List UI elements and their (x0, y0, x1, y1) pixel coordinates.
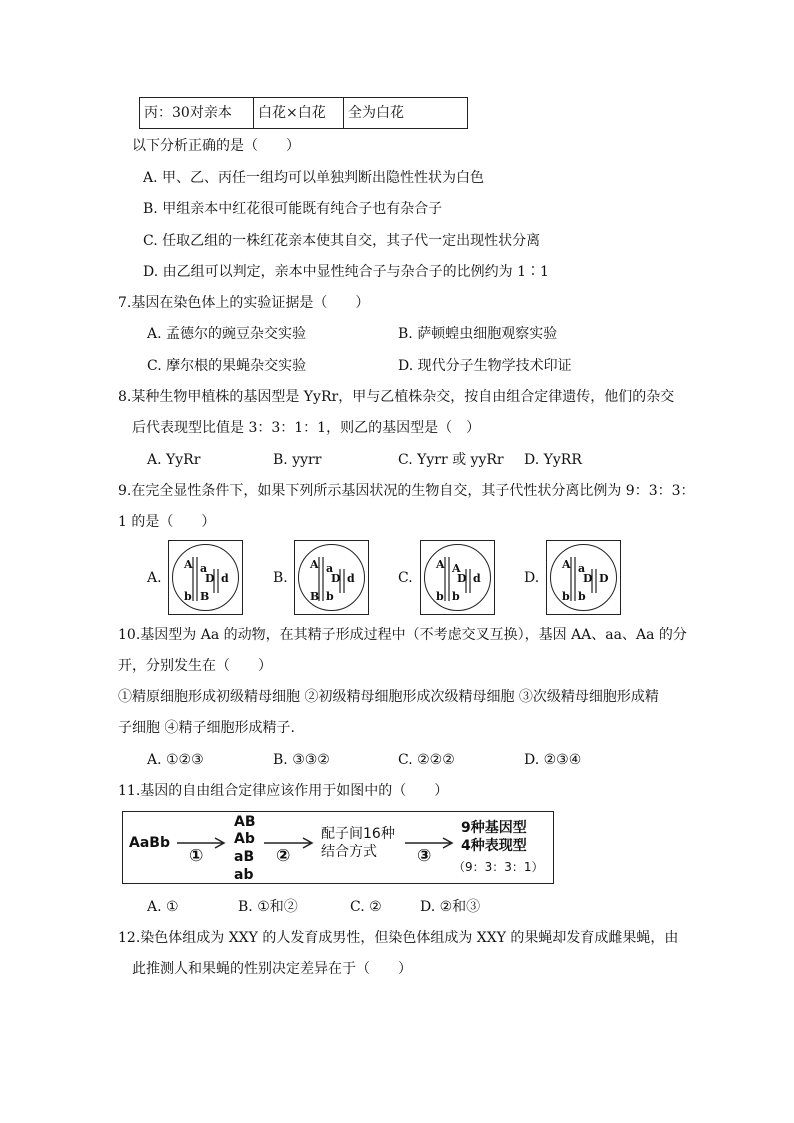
allele-br: B (200, 590, 210, 603)
q7-stem: 7.基因在染色体上的实验证据是（ ） (118, 295, 370, 311)
flow-gamete-4: ab (234, 867, 254, 883)
q9-cell-figure-a (168, 540, 243, 615)
q11-option-d: D. ②和③ (420, 899, 481, 915)
q10-stem-line4: 子细胞 ④精子细胞形成精子. (118, 720, 295, 736)
table-cell-group: 丙：30对亲本 (139, 97, 254, 129)
q10-option-c: C. ②②② (398, 752, 455, 768)
allele-tl: A (310, 558, 319, 571)
q9-option-label-a: A. (147, 570, 162, 586)
q11-stem: 11.基因的自由组合定律应该作用于如图中的（ ） (118, 783, 449, 799)
allele-tl: A (436, 558, 445, 571)
allele-tr: A (452, 562, 461, 575)
q8-stem-line2: 后代表现型比值是 3：3：1：1，则乙的基因型是（ ） (132, 420, 481, 436)
q7-option-d: D. 现代分子生物学技术印证 (398, 358, 572, 374)
allele-ml: D (583, 572, 593, 585)
allele-br: b (452, 590, 460, 603)
allele-tr: a (578, 562, 586, 575)
allele-br: b (578, 590, 586, 603)
q10-option-a: A. ①②③ (147, 752, 204, 768)
flow-out-line1: 9种基因型 (461, 820, 527, 836)
flow-step-2: ② (276, 846, 291, 866)
flow-parent-genotype: AaBb (129, 835, 170, 851)
q11-option-a: A. ① (147, 899, 179, 915)
allele-bl: b (184, 590, 192, 603)
q11-option-c: C. ② (350, 899, 382, 915)
q6-option-a: A. 甲、乙、丙任一组均可以单独判断出隐性性状为白色 (143, 170, 485, 186)
allele-bl: B (310, 590, 320, 603)
q9-option-label-b: B. (273, 570, 288, 586)
q9-option-label-d: D. (524, 570, 540, 586)
flow-mid-line1: 配子间16种 (321, 826, 395, 842)
q6-stem: 以下分析正确的是（ ） (132, 138, 300, 154)
q6-option-b: B. 甲组亲本中红花很可能既有纯合子也有杂合子 (143, 201, 443, 217)
allele-mr: d (473, 572, 481, 585)
allele-ml: D (457, 572, 467, 585)
q11-flow-diagram (122, 811, 554, 884)
q8-option-c: C. Yyrr 或 yyRr (398, 452, 504, 468)
q8-option-a: A. YyRr (147, 452, 201, 468)
allele-tr: a (200, 562, 208, 575)
flow-mid-line2: 结合方式 (321, 844, 377, 860)
q10-option-b: B. ③③② (273, 752, 330, 768)
table-cell-cross: 白花×白花 (254, 97, 344, 129)
allele-tl: A (562, 558, 571, 571)
q10-stem-line3: ①精原细胞形成初级精母细胞 ②初级精母细胞形成次级精母细胞 ③次级精母细胞形成精 (118, 689, 659, 705)
allele-tl: A (184, 558, 193, 571)
q10-stem-line1: 10.基因型为 Aa 的动物，在其精子形成过程中（不考虑交叉互换），基因 AA、aa、Aa 的分 (118, 627, 687, 643)
q7-option-a: A. 孟德尔的豌豆杂交实验 (147, 326, 307, 342)
flow-gamete-2: Ab (234, 831, 255, 847)
flow-gamete-1: AB (234, 814, 256, 830)
flow-out-line2: 4种表现型 (461, 838, 527, 854)
q11-option-b: B. ①和② (238, 899, 298, 915)
allele-bl: b (562, 590, 570, 603)
allele-tr: a (326, 562, 334, 575)
allele-ml: D (331, 572, 341, 585)
q10-option-d: D. ②③④ (524, 752, 582, 768)
q7-option-c: C. 摩尔根的果蝇杂交实验 (147, 358, 307, 374)
allele-mr: d (347, 572, 355, 585)
flow-step-3: ③ (417, 846, 432, 866)
q7-option-b: B. 萨顿蝗虫细胞观察实验 (398, 326, 558, 342)
flow-step-1: ① (189, 846, 204, 866)
q9-cell-figure-d (546, 540, 621, 615)
q12-stem-line2: 此推测人和果蝇的性别决定差异在于（ ） (132, 961, 412, 977)
q9-cell-figure-b (294, 540, 369, 615)
q6-option-c: C. 任取乙组的一株红花亲本使其自交，其子代一定出现性状分离 (143, 233, 541, 249)
allele-bl: b (436, 590, 444, 603)
q9-option-label-c: C. (398, 570, 413, 586)
q9-stem-line2: 1 的是（ ） (118, 514, 216, 530)
allele-br: b (326, 590, 334, 603)
q8-stem-line1: 8.某种生物甲植株的基因型是 YyRr，甲与乙植株杂交，按自由组合定律遗传，他们的杂交 (118, 389, 675, 405)
flow-out-line3: （9：3：3：1） (453, 860, 544, 874)
q8-option-b: B. yyrr (273, 452, 322, 468)
table-cell-result: 全为白花 (344, 97, 468, 129)
q12-stem-line1: 12.染色体组成为 XXY 的人发育成男性，但染色体组成为 XXY 的果蝇却发育成雌果蝇，由 (118, 930, 679, 946)
q10-stem-line2: 开，分别发生在（ ） (118, 658, 272, 674)
allele-mr: D (599, 572, 609, 585)
q9-cell-figure-c (420, 540, 495, 615)
q8-option-d: D. YyRR (524, 452, 582, 468)
flow-gamete-3: aB (234, 849, 255, 865)
q9-stem-line1: 9.在完全显性条件下，如果下列所示基因状况的生物自交，其子代性状分离比例为 9：3：3： (118, 483, 695, 499)
allele-mr: d (221, 572, 229, 585)
allele-ml: D (205, 572, 215, 585)
q6-option-d: D. 由乙组可以判定，亲本中显性纯合子与杂合子的比例约为 1∶1 (143, 264, 549, 280)
